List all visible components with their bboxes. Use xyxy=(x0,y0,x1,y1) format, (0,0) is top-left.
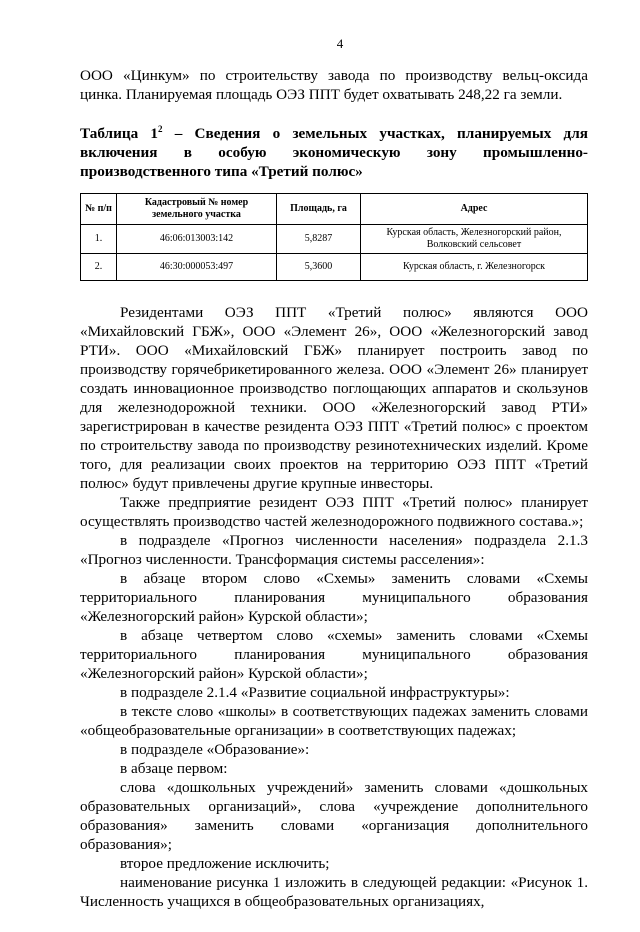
body-paragraph: в подразделе «Прогноз численности населения» подраздела 2.1.3 «Прогноз численности. Трансформация системы расселения»: xyxy=(80,532,588,568)
table-header-row xyxy=(81,194,588,225)
table-title-prefix: Таблица 1 xyxy=(80,125,158,142)
intro-paragraph: ООО «Цинкум» по строительству завода по производству вельц-оксида цинка. Планируемая площадь ОЭЗ ППТ будет охватывать 248,22 га земли. xyxy=(80,67,588,103)
table-row xyxy=(81,225,588,254)
cell-area: 5,3600 xyxy=(277,254,361,281)
cell-cadastral: 46:06:013003:142 xyxy=(117,225,277,254)
header-area: Площадь, га xyxy=(277,194,361,225)
body-paragraph: Резидентами ОЭЗ ППТ «Третий полюс» являются ООО «Михайловский ГБЖ», ООО «Элемент 26», ООО «Железногорский завод РТИ». ООО «Михайловский ГБЖ» планирует построить завод по производству горячебрикетированного железа. ООО «Элемент 26» планирует создать инновационное производство поглощающих аппаратов и скользунов для железнодорожной техники. ООО «Железногорский завод РТИ» зарегистрирован в качестве резидента ОЭЗ ППТ «Третий полюс» с проектом по строительству завода по производству резинотехнических изделий. Кроме того, для реализации своих проектов на территорию ОЭЗ ППТ «Третий полюс» будут привлечены другие крупные инвесторы. xyxy=(80,304,588,492)
body-paragraph: в подразделе 2.1.4 «Развитие социальной инфраструктуры»: xyxy=(120,684,510,701)
table-title-sup: 2 xyxy=(158,123,163,134)
table-title xyxy=(80,124,588,181)
cell-address: Курская область, Железногорский район, Волковский сельсовет xyxy=(361,225,588,254)
cell-number: 2. xyxy=(81,254,117,281)
header-address: Адрес xyxy=(361,194,588,225)
body-paragraph: в подразделе «Образование»: xyxy=(120,741,310,758)
header-cadastral: Кадастровый № номер земельного участка xyxy=(117,194,277,225)
table-row xyxy=(81,254,588,281)
cell-area: 5,8287 xyxy=(277,225,361,254)
cell-cadastral: 46:30:000053:497 xyxy=(117,254,277,281)
page-number: 4 xyxy=(336,36,344,51)
body-paragraph: в тексте слово «школы» в соответствующих падежах заменить словами «общеобразовательные организации» в соответствующих падежах; xyxy=(80,703,588,739)
body-paragraph: в абзаце втором слово «Схемы» заменить словами «Схемы территориального планирования муниципального образования «Железногорский район» Курской области»; xyxy=(80,570,588,625)
body-paragraph: второе предложение исключить; xyxy=(120,855,330,872)
land-plots-table xyxy=(80,193,588,281)
body-paragraph: слова «дошкольных учреждений» заменить словами «дошкольных образовательных организаций», слова «учреждение дополнительного образования» заменить словами «организация дополнительного образования»; xyxy=(80,779,588,853)
table-title-rest: – Сведения о земельных участках, планируемых для включения в особую экономическую зону промышленно-производственного типа «Третий полюс» xyxy=(80,125,588,180)
cell-address: Курская область, г. Железногорск xyxy=(361,254,588,281)
body-paragraph: Также предприятие резидент ОЭЗ ППТ «Третий полюс» планирует осуществлять производство частей железнодорожного подвижного состава.»; xyxy=(80,494,588,530)
cell-number: 1. xyxy=(81,225,117,254)
body-paragraph: в абзаце четвертом слово «схемы» заменить словами «Схемы территориального планирования муниципального образования «Железногорский район» Курской области»; xyxy=(80,627,588,682)
header-number: № п/п xyxy=(81,194,117,225)
body-paragraph: в абзаце первом: xyxy=(120,760,228,777)
body-paragraph: наименование рисунка 1 изложить в следующей редакции: «Рисунок 1. Численность учащихся в общеобразовательных организациях, xyxy=(80,874,588,910)
